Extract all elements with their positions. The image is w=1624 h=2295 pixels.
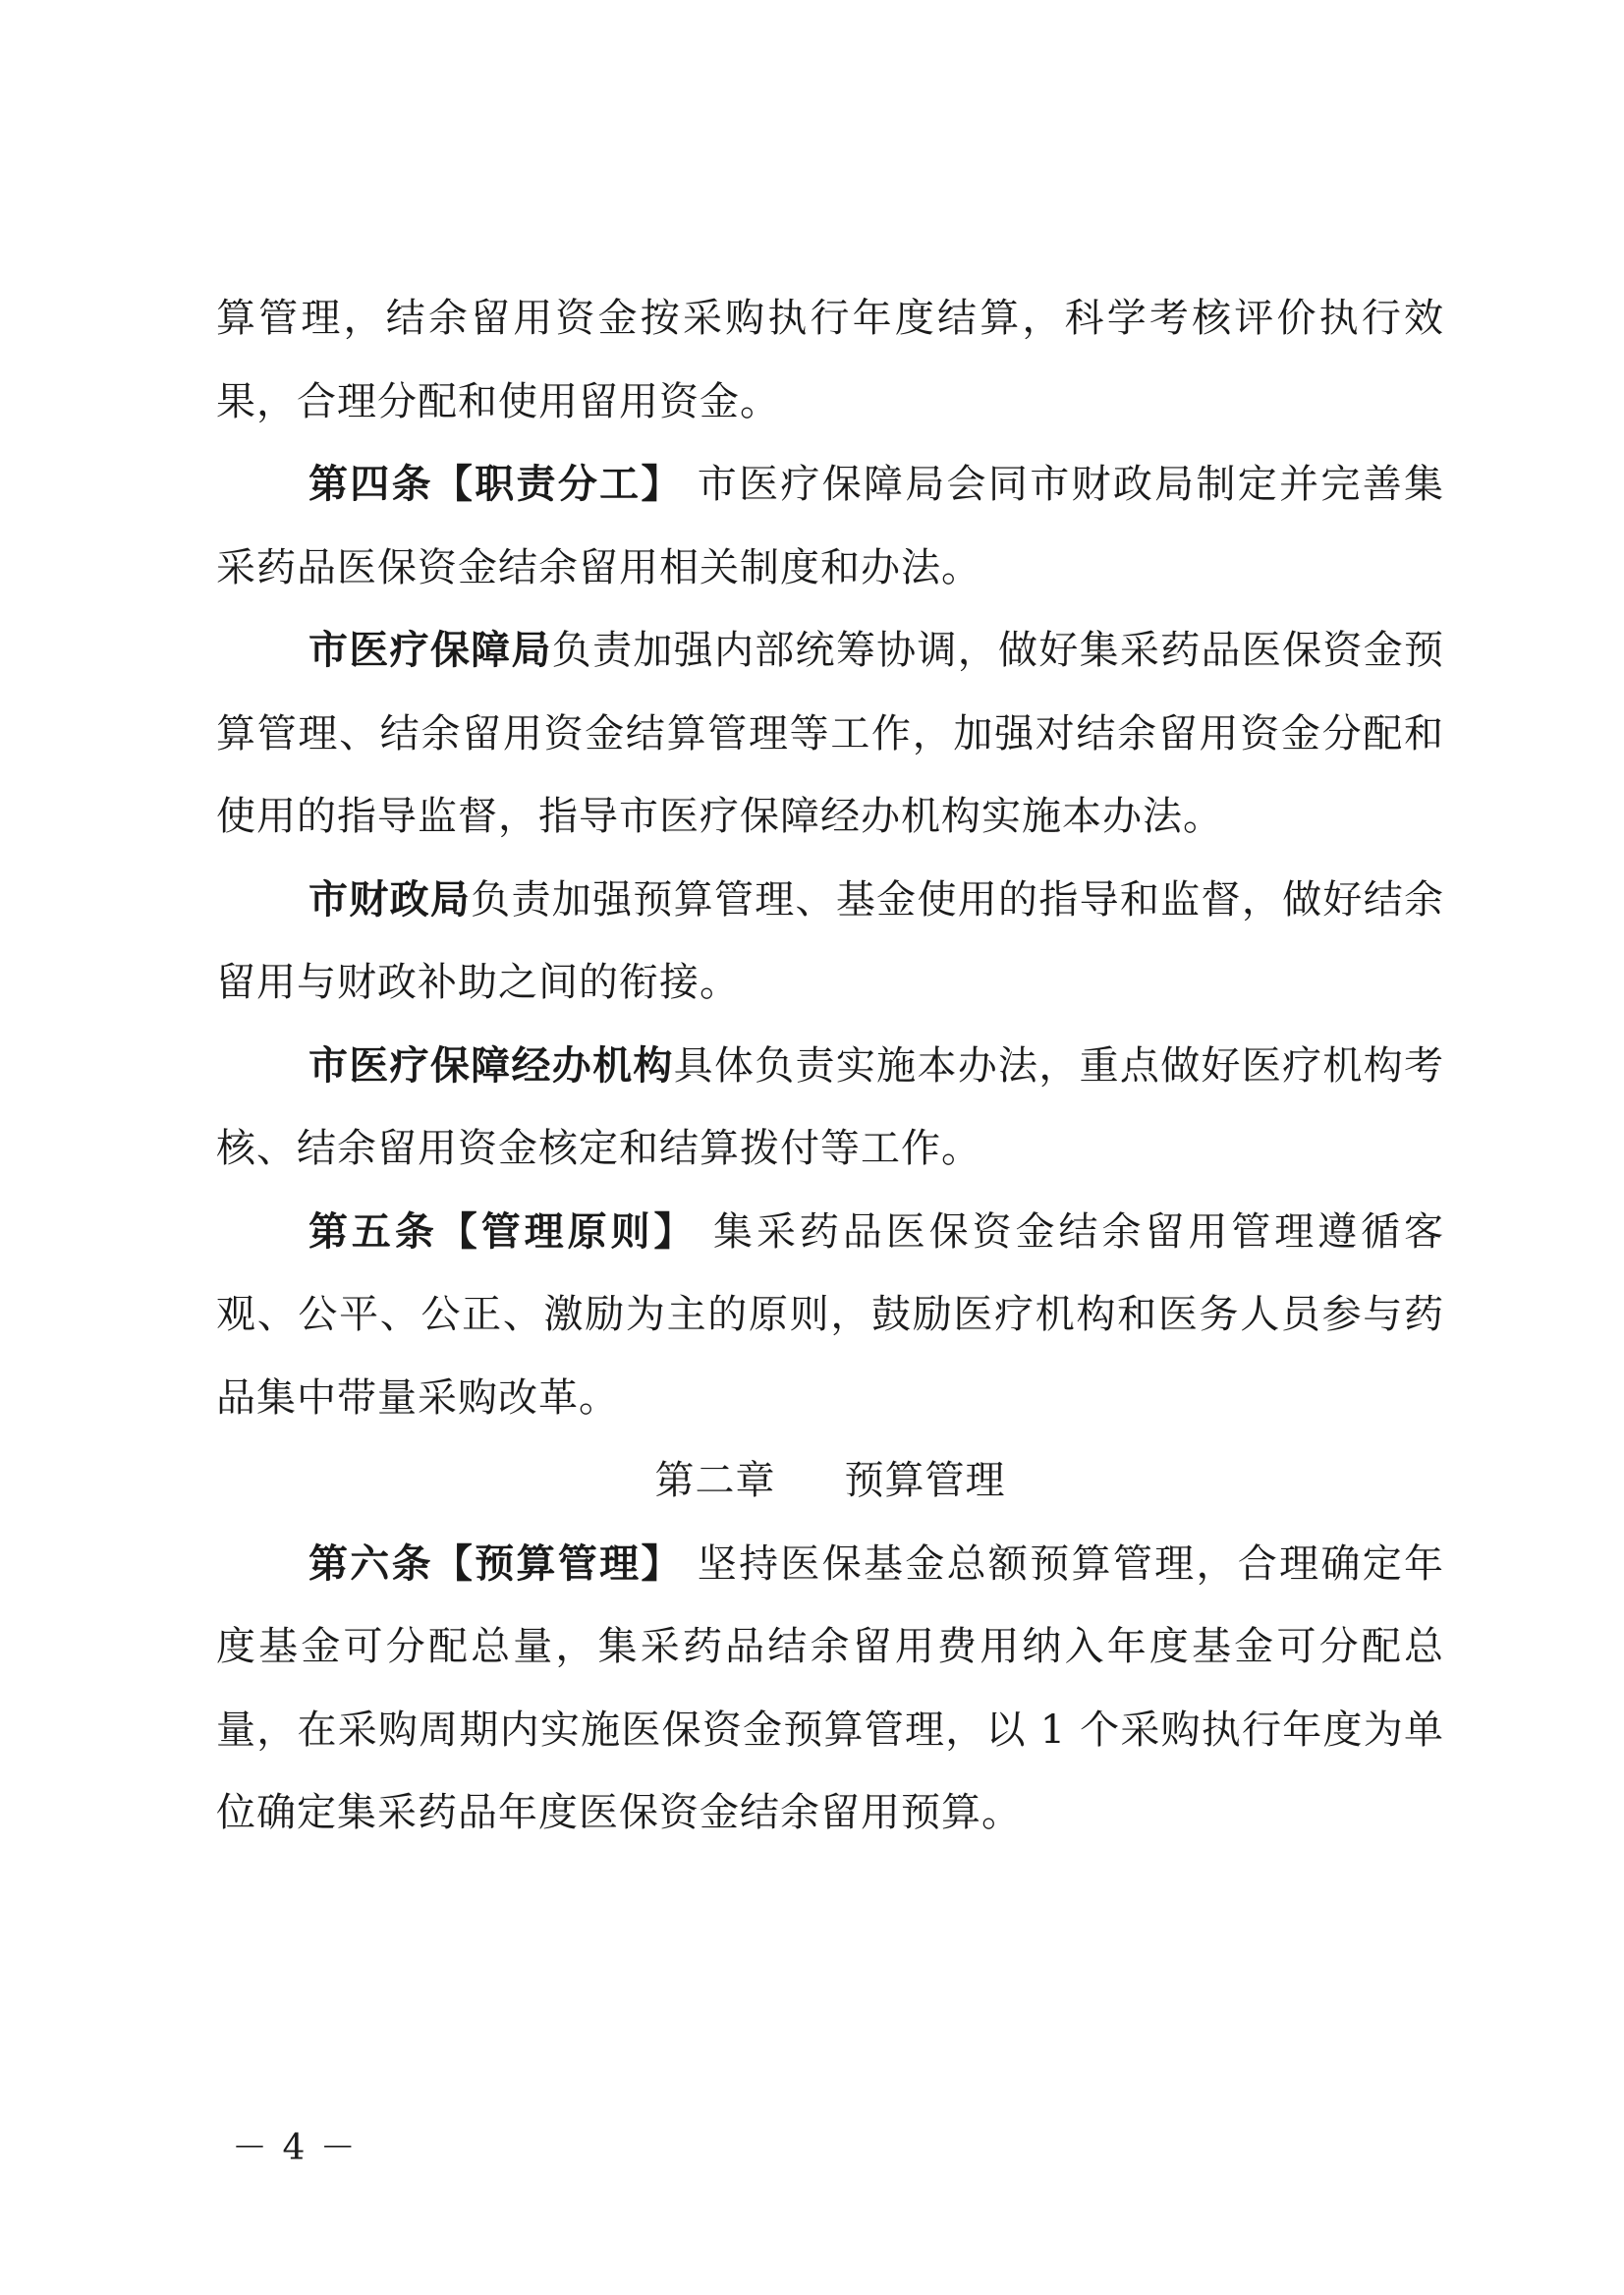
article-5-text: 集采药品医保资金结余留用管理遵循客观、公平、公正、激励为主的原则，鼓励医疗机构和医务人员参与药品集中带量采购改革。	[216, 1208, 1444, 1421]
finance-bureau-paragraph	[216, 859, 1444, 1025]
article-4-text: 市医疗保障局会同市财政局制定并完善集采药品医保资金结余留用相关制度和办法。	[216, 462, 1445, 590]
paragraph-continuation	[216, 277, 1444, 443]
finance-bureau-heading: 市财政局	[308, 876, 472, 923]
municipal-medical-security-bureau-heading: 市医疗保障局	[308, 628, 552, 673]
municipal-medical-security-bureau-paragraph	[216, 609, 1444, 859]
page-number: － 4 －	[232, 2128, 358, 2168]
agency-heading: 市医疗保障经办机构	[308, 1042, 674, 1089]
chapter-title: 预算管理	[844, 1458, 1006, 1503]
chapter-heading	[216, 1439, 1444, 1523]
agency-paragraph	[216, 1025, 1444, 1191]
document-body	[216, 277, 1444, 1855]
agency-text: 具体负责实施本办法，重点做好医疗机构考核、结余留用资金核定和结算拨付等工作。	[216, 1042, 1445, 1171]
chapter-number: 第二章	[654, 1458, 776, 1503]
article-4-paragraph	[216, 443, 1444, 609]
municipal-medical-security-bureau-text: 负责加强内部统筹协调，做好集采药品医保资金预算管理、结余留用资金结算管理等工作，加强对结余留用资金分配和使用的指导监督，指导市医疗保障经办机构实施本办法。	[216, 628, 1445, 839]
article-6-text: 坚持医保基金总额预算管理，合理确定年度基金可分配总量，集采药品结余留用费用纳入年度基金可分配总量，在采购周期内实施医保资金预算管理，以 1 个采购执行年度为单位确定集采药品年度医保资金结余留用预算。	[216, 1540, 1445, 1835]
article-6-paragraph	[216, 1523, 1444, 1855]
finance-bureau-text: 负责加强预算管理、基金使用的指导和监督，做好结余留用与财政补助之间的衔接。	[216, 876, 1445, 1005]
article-5-paragraph	[216, 1191, 1444, 1440]
article-5-heading: 第五条【管理原则】	[308, 1208, 698, 1255]
paragraph-text: 算管理，结余留用资金按采购执行年度结算，科学考核评价执行效果，合理分配和使用留用资金。	[216, 296, 1444, 424]
article-6-heading: 第六条【预算管理】	[308, 1540, 683, 1587]
article-4-heading: 第四条【职责分工】	[308, 462, 683, 507]
